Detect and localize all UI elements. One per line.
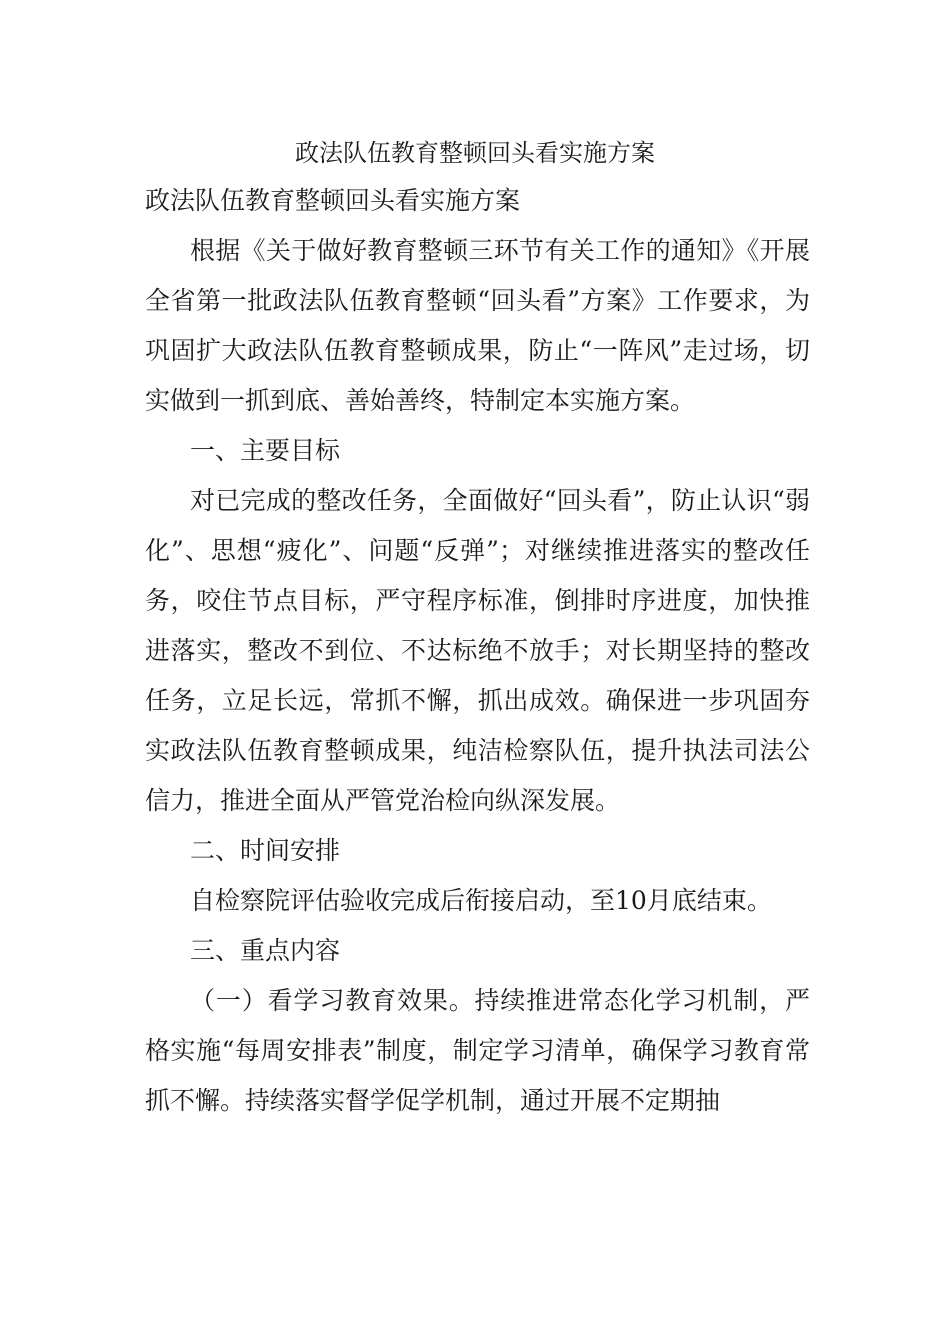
- paragraph-main-goals: 对已完成的整改任务，全面做好“回头看”，防止认识“弱化”、思想“疲化”、问题“反弹”；对继续推进落实的整改任务，咬住节点目标，严守程序标准，倒排时序进度，加快推进落实，整改不到位、不达标绝不放手；对长期坚持的整改任务，立足长远，常抓不懈，抓出成效。确保进一步巩固夯实政法队伍教育整顿成果，纯洁检察队伍，提升执法司法公信力，推进全面从严管党治检向纵深发展。: [145, 486, 810, 815]
- document-title: 政法队伍教育整顿回头看实施方案: [295, 139, 655, 167]
- heading-key-content: 三、重点内容: [190, 936, 341, 965]
- paragraph-key-content-1: （一）看学习教育效果。持续推进常态化学习机制，严格实施“每周安排表”制度，制定学习清单，确保学习教育常抓不懈。持续落实督学促学机制，通过开展不定期抽: [145, 986, 810, 1115]
- heading-schedule: 二、时间安排: [190, 836, 341, 865]
- paragraph-schedule: 自检察院评估验收完成后衔接启动，至10月底结束。: [190, 886, 772, 915]
- paragraph-intro: 根据《关于做好教育整顿三环节有关工作的通知》《开展全省第一批政法队伍教育整顿“回头看”方案》工作要求，为巩固扩大政法队伍教育整顿成果，防止“一阵风”走过场，切实做到一抓到底、善始善终，特制定本实施方案。: [145, 236, 810, 415]
- heading-main-goals: 一、主要目标: [190, 436, 341, 465]
- document-body: [145, 176, 810, 1126]
- document-subtitle: 政法队伍教育整顿回头看实施方案: [145, 186, 521, 215]
